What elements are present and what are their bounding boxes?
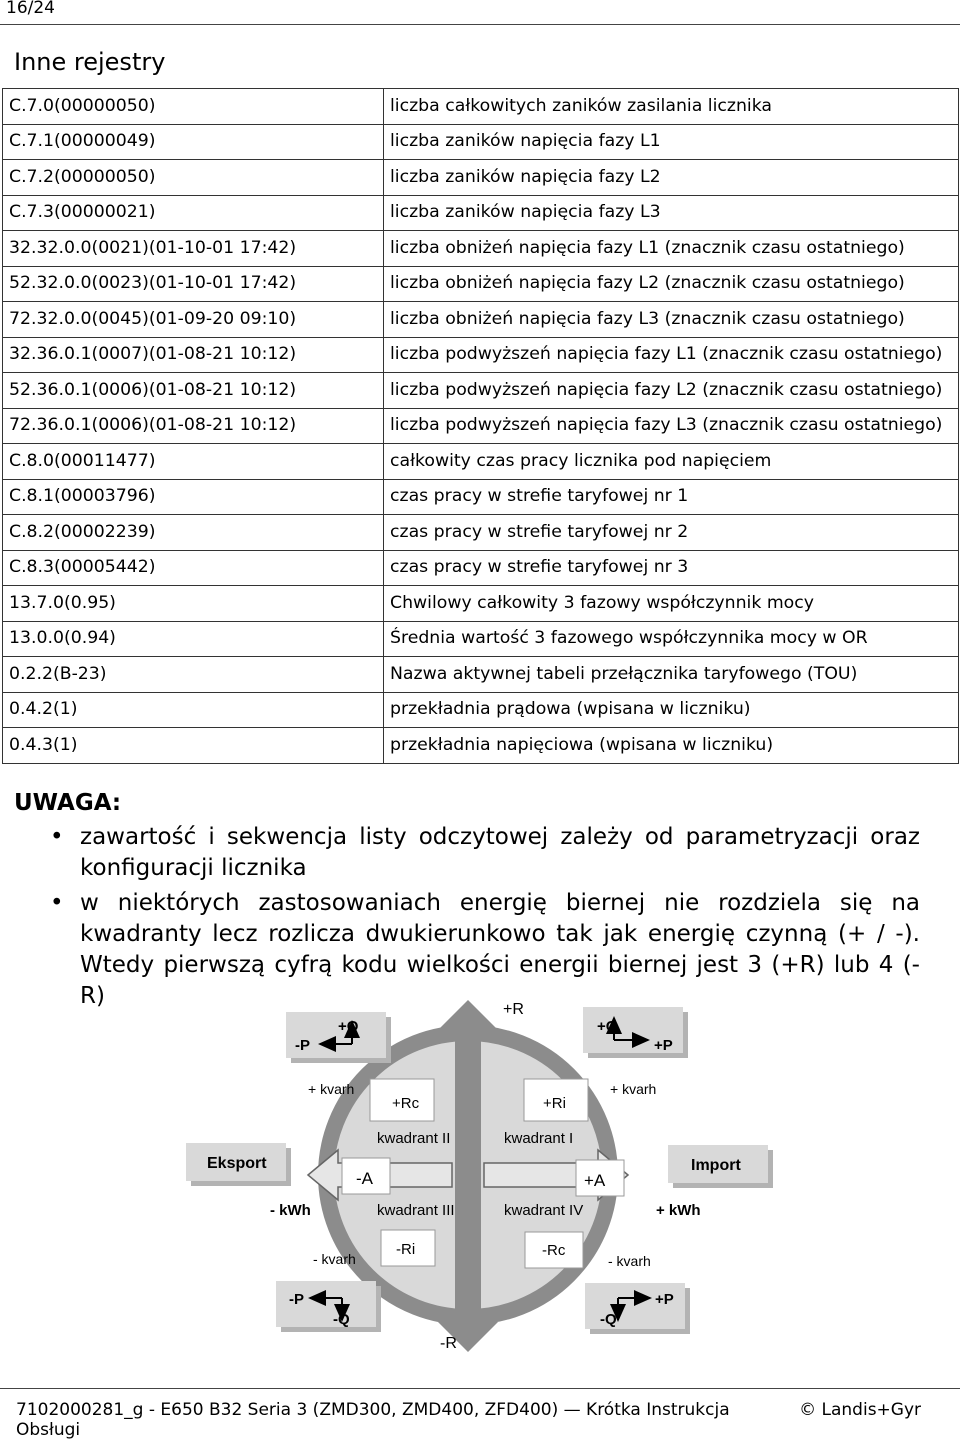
box-tl-p-label: -P <box>295 1037 310 1054</box>
register-code: 0.4.3(1) <box>3 728 384 764</box>
register-description: liczba podwyższeń napięcia fazy L1 (znacznik czasu ostatniego) <box>384 337 959 373</box>
minus-kvarh-right-label: - kvarh <box>608 1253 651 1269</box>
box-tl-q-label: +Q <box>338 1018 359 1035</box>
register-code: C.8.2(00002239) <box>3 515 384 551</box>
minus-kvarh-left-label: - kvarh <box>313 1251 356 1267</box>
box-tr-q-label: +Q <box>597 1018 618 1035</box>
register-description: liczba obniżeń napięcia fazy L1 (znacznik czasu ostatniego) <box>384 231 959 267</box>
register-description: czas pracy w strefie taryfowej nr 3 <box>384 550 959 586</box>
notes-list <box>0 822 920 1016</box>
register-code: 52.36.0.1(0006)(01-08-21 10:12) <box>3 373 384 409</box>
register-code: C.7.1(00000049) <box>3 124 384 160</box>
footer-divider <box>0 1388 960 1389</box>
table-row <box>3 302 959 338</box>
register-code: C.8.1(00003796) <box>3 479 384 515</box>
minus-rc-label: -Rc <box>542 1242 566 1259</box>
table-row <box>3 657 959 693</box>
table-row <box>3 728 959 764</box>
plus-a-label: +A <box>584 1171 606 1190</box>
register-description: liczba podwyższeń napięcia fazy L2 (znacznik czasu ostatniego) <box>384 373 959 409</box>
register-code: 0.4.2(1) <box>3 692 384 728</box>
table-row <box>3 373 959 409</box>
register-description: przekładnia prądowa (wpisana w liczniku) <box>384 692 959 728</box>
register-code: C.7.3(00000021) <box>3 195 384 231</box>
register-description: liczba obniżeń napięcia fazy L2 (znacznik czasu ostatniego) <box>384 266 959 302</box>
bullet-icon: • <box>50 890 64 916</box>
list-item <box>0 822 920 884</box>
table-row <box>3 479 959 515</box>
quadrant-4-label: kwadrant IV <box>504 1202 584 1219</box>
register-code: C.7.2(00000050) <box>3 160 384 196</box>
export-label: Eksport <box>207 1155 267 1172</box>
box-br-p-label: +P <box>655 1291 674 1308</box>
page-number: 16/24 <box>6 0 55 18</box>
register-code: C.8.0(00011477) <box>3 444 384 480</box>
table-row <box>3 621 959 657</box>
plus-kwh-label: + kWh <box>656 1202 701 1219</box>
quadrant-diagram <box>0 990 960 1370</box>
plus-kvarh-right-label: + kvarh <box>610 1081 657 1097</box>
register-code: 72.36.0.1(0006)(01-08-21 10:12) <box>3 408 384 444</box>
import-label: Import <box>691 1157 741 1174</box>
bullet-icon: • <box>50 824 64 850</box>
notes-heading: UWAGA: <box>14 790 122 816</box>
table-row <box>3 89 959 125</box>
plus-rc-label: +Rc <box>392 1095 420 1112</box>
table-row <box>3 160 959 196</box>
table-row <box>3 444 959 480</box>
register-description: liczba obniżeń napięcia fazy L3 (znacznik czasu ostatniego) <box>384 302 959 338</box>
register-description: całkowity czas pracy licznika pod napięciem <box>384 444 959 480</box>
register-code: 13.0.0(0.94) <box>3 621 384 657</box>
table-row <box>3 266 959 302</box>
register-description: liczba podwyższeń napięcia fazy L3 (znacznik czasu ostatniego) <box>384 408 959 444</box>
register-code: C.8.3(00005442) <box>3 550 384 586</box>
register-description: liczba zaników napięcia fazy L3 <box>384 195 959 231</box>
box-bl-q-label: -Q <box>333 1311 350 1328</box>
register-description: przekładnia napięciowa (wpisana w liczniku) <box>384 728 959 764</box>
table-row <box>3 195 959 231</box>
note-text: zawartość i sekwencja listy odczytowej zależy od parametryzacji oraz konfiguracji licznika <box>80 824 920 881</box>
table-row <box>3 231 959 267</box>
plus-kvarh-left-label: + kvarh <box>308 1081 355 1097</box>
register-description: Chwilowy całkowity 3 fazowy współczynnik mocy <box>384 586 959 622</box>
minus-ri-label: -Ri <box>396 1241 416 1258</box>
register-description: liczba zaników napięcia fazy L2 <box>384 160 959 196</box>
register-code: 52.32.0.0(0023)(01-10-01 17:42) <box>3 266 384 302</box>
box-bl-p-label: -P <box>289 1291 304 1308</box>
footer-document-id: 7102000281_g - E650 B32 Seria 3 (ZMD300, ZMD400, ZFD400) — Krótka Instrukcja Obsługi <box>16 1400 730 1440</box>
table-row <box>3 550 959 586</box>
plus-ri-label: +Ri <box>543 1095 566 1112</box>
axis-minus-r-label: -R <box>440 1335 457 1352</box>
registers-table <box>2 88 959 764</box>
register-description: Nazwa aktywnej tabeli przełącznika taryfowego (TOU) <box>384 657 959 693</box>
minus-a-label: -A <box>356 1169 373 1188</box>
table-row <box>3 692 959 728</box>
quadrant-3-label: kwadrant III <box>377 1202 455 1219</box>
register-description: czas pracy w strefie taryfowej nr 2 <box>384 515 959 551</box>
register-description: liczba zaników napięcia fazy L1 <box>384 124 959 160</box>
section-title: Inne rejestry <box>14 48 166 76</box>
box-tr-p-label: +P <box>654 1037 673 1054</box>
register-code: 0.2.2(B-23) <box>3 657 384 693</box>
register-code: 72.32.0.0(0045)(01-09-20 09:10) <box>3 302 384 338</box>
table-row <box>3 337 959 373</box>
table-row <box>3 408 959 444</box>
register-code: C.7.0(00000050) <box>3 89 384 125</box>
box-br-q-label: -Q <box>600 1311 617 1328</box>
table-row <box>3 124 959 160</box>
register-description: liczba całkowitych zaników zasilania licznika <box>384 89 959 125</box>
register-code: 32.32.0.0(0021)(01-10-01 17:42) <box>3 231 384 267</box>
quadrant-1-label: kwadrant I <box>504 1130 574 1147</box>
register-description: Średnia wartość 3 fazowego współczynnika mocy w OR <box>384 621 959 657</box>
quadrant-2-label: kwadrant II <box>377 1130 451 1147</box>
header-divider <box>0 24 960 25</box>
note-text: w niektórych zastosowaniach energię biernej nie rozdziela się na kwadranty lecz rozlicza dwukierunkowo tak jak energię czynną (+ / -). Wtedy pierwszą cyfrą kodu wielkości energii biernej jest 3 (+R) lub 4 (-R) <box>80 890 920 1009</box>
axis-plus-r-label: +R <box>503 1001 524 1018</box>
register-description: czas pracy w strefie taryfowej nr 1 <box>384 479 959 515</box>
register-code: 32.36.0.1(0007)(01-08-21 10:12) <box>3 337 384 373</box>
table-row <box>3 515 959 551</box>
table-row <box>3 586 959 622</box>
minus-kwh-label: - kWh <box>270 1202 311 1219</box>
register-code: 13.7.0(0.95) <box>3 586 384 622</box>
footer <box>16 1400 921 1440</box>
footer-copyright: © Landis+Gyr <box>799 1400 922 1420</box>
